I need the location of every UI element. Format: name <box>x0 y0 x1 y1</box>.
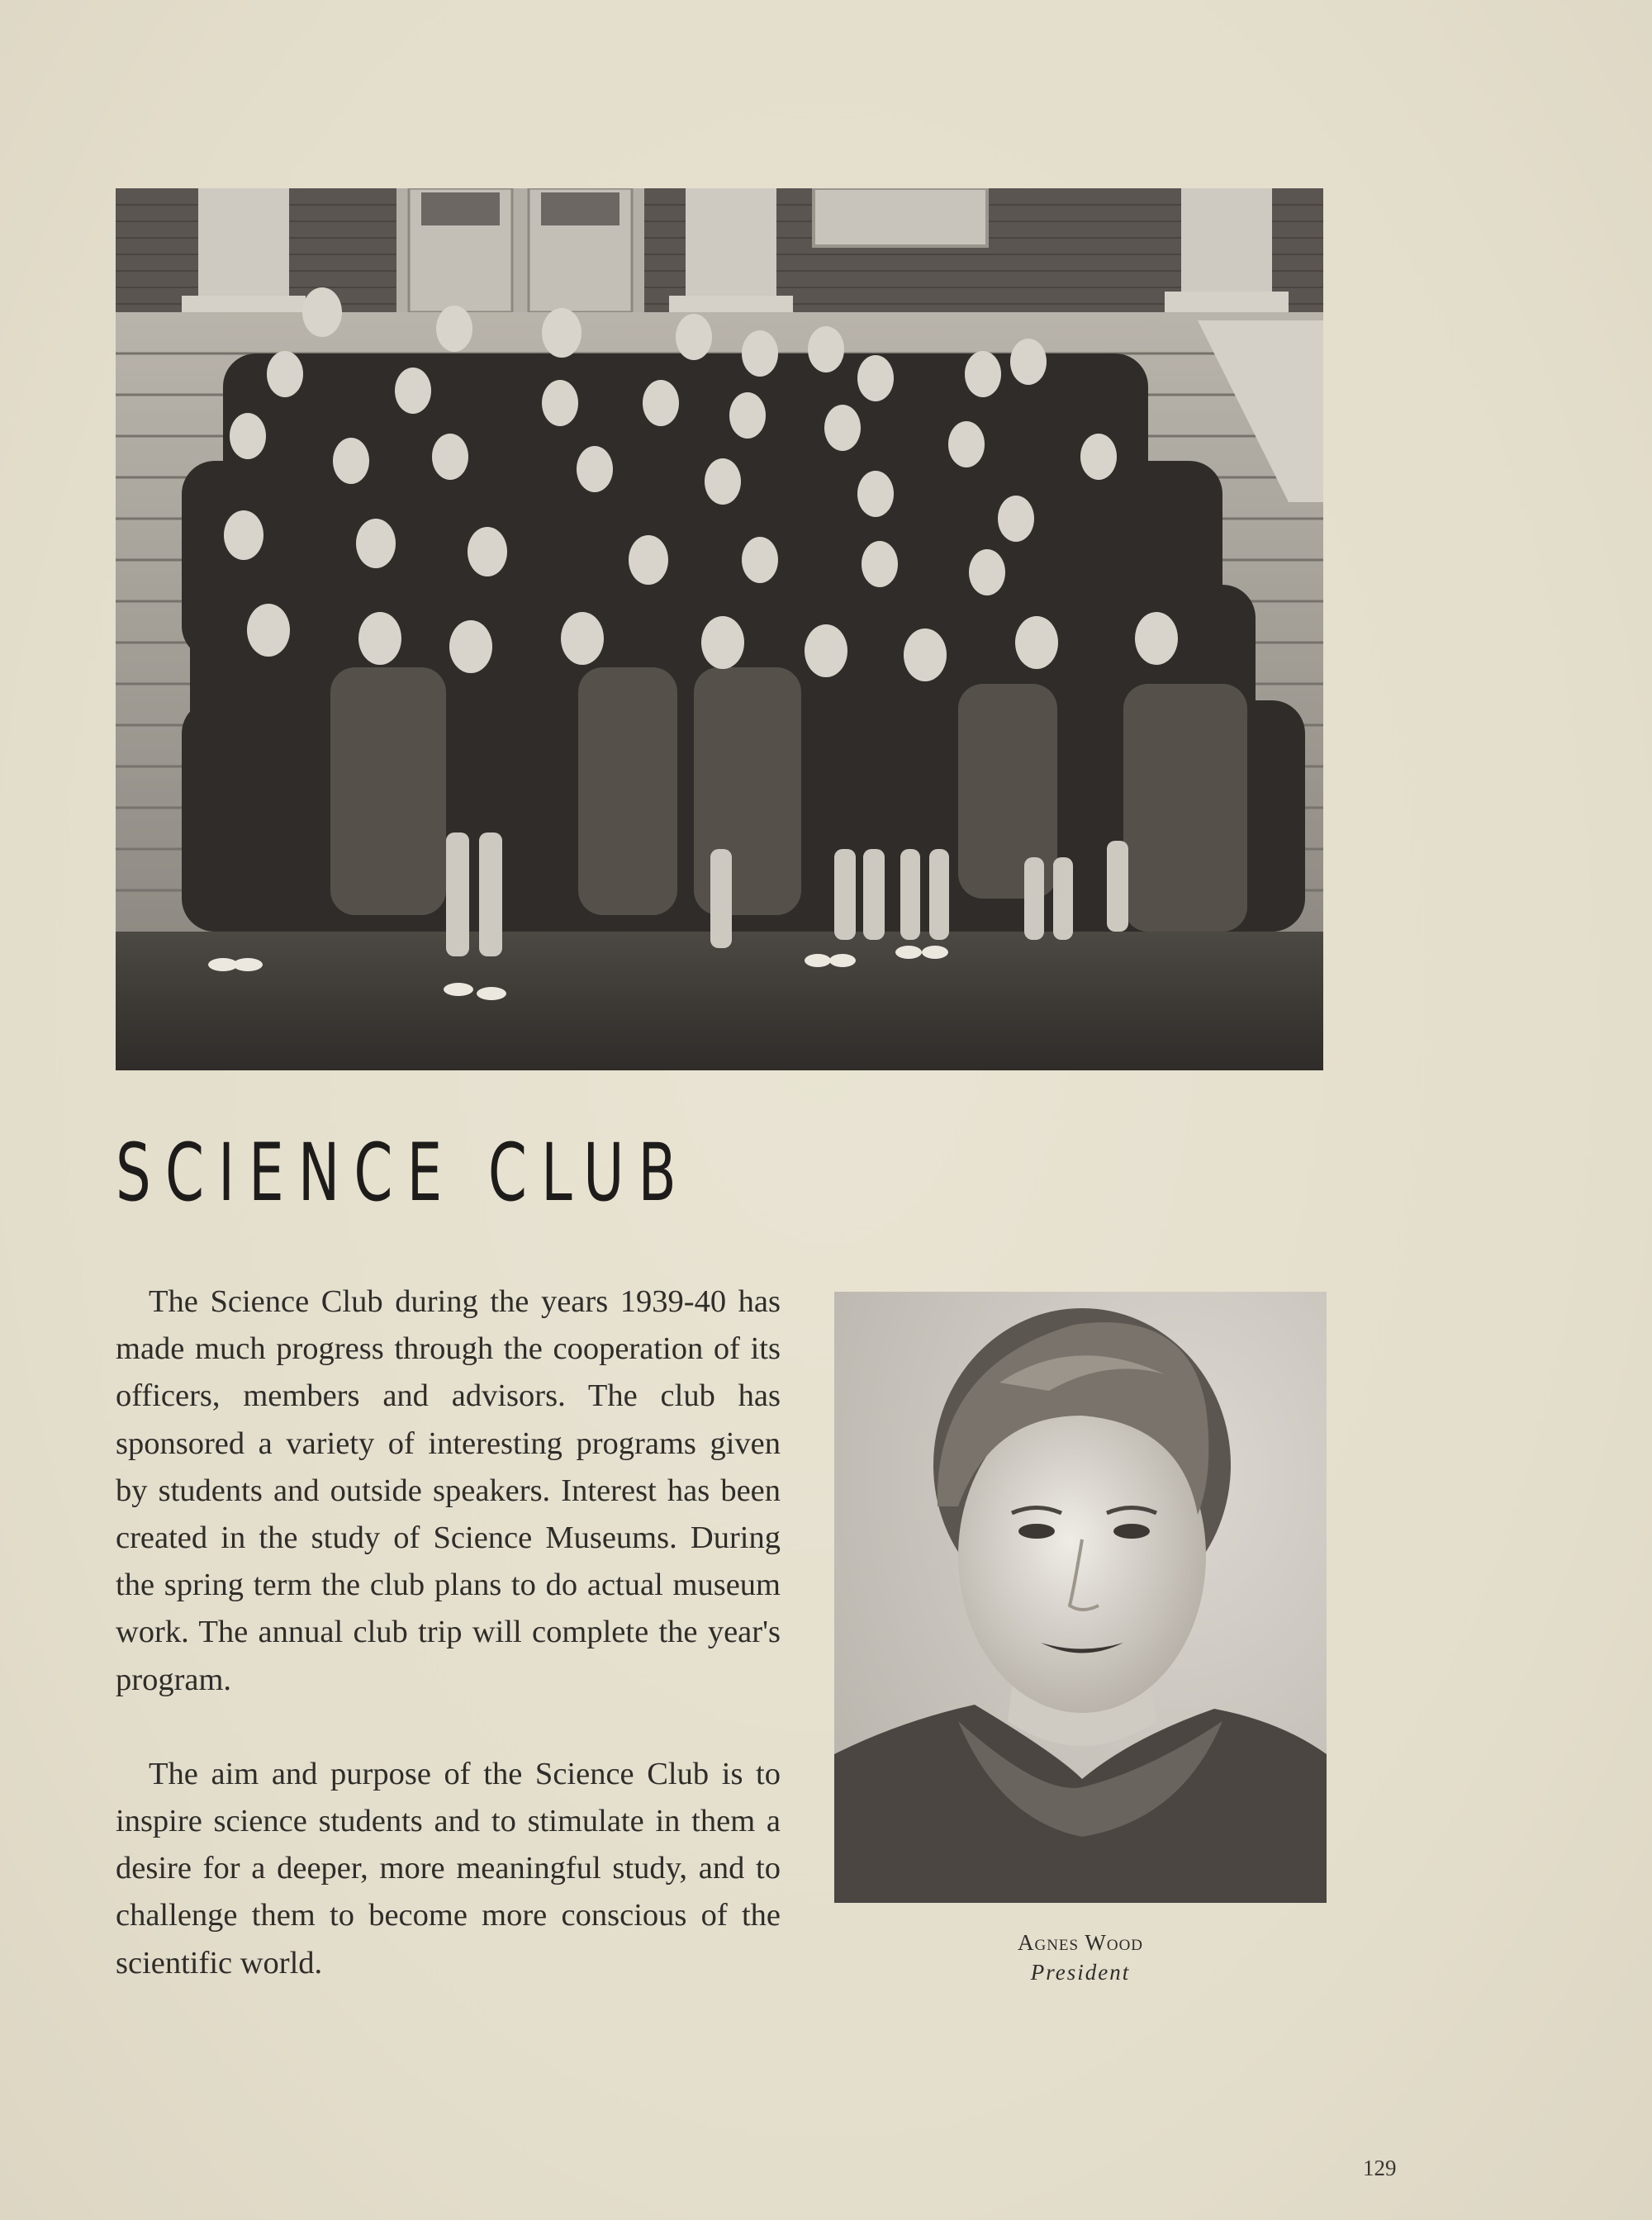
president-portrait <box>834 1292 1327 1903</box>
group-photo <box>116 188 1323 1070</box>
page-title: SCIENCE CLUB <box>116 1127 691 1219</box>
president-title: President <box>1030 1960 1131 1985</box>
president-name: Agnes Wood <box>1017 1930 1144 1955</box>
page-number: 129 <box>1363 2156 1397 2180</box>
paragraph: The Science Club during the years 1939-40 has made much progress through the cooperation of its officers, members and advisors. The club has sponsored a variety of interesting programs given by students and outside speakers. Interest has been created in the study of Science Museums. During the spring term the club plans to do actual museum work. The annual club trip will complete the year's program. <box>116 1284 781 1697</box>
article-body <box>116 1278 781 1987</box>
portrait-caption <box>834 1928 1327 1987</box>
paragraph: The aim and purpose of the Science Club is to inspire science students and to stimulate in them a desire for a deeper, more meaningful study, and to challenge them to become more conscious of the scientific world. <box>116 1756 781 1980</box>
